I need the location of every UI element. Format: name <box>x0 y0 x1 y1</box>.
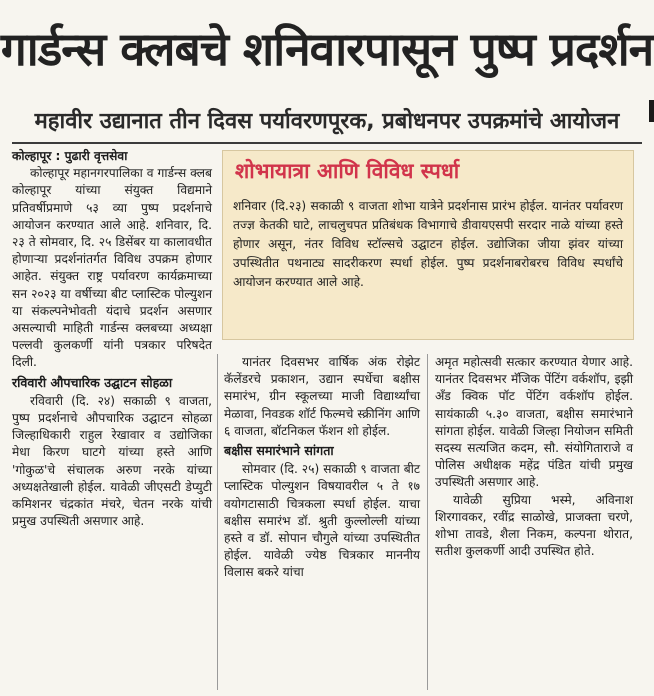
box-body: शनिवार (दि.२३) सकाळी ९ वाजता शोभा यात्रेने प्रदर्शनास प्रारंभ होईल. यानंतर पर्यावरण तज्ज्ञ केतकी घाटे, लाचलुचपत प्रतिबंधक विभागाचे डीवायएसपी सरदार नाळे यांच्या हस्ते होणार असून, नंतर विविध स्टॉल्सचे उद्घाटन होईल. उद्योजिका जीया झंवर यांच्या उपस्थितीत पथनाट्य सादरीकरण स्पर्धा होईल. पुष्प प्रदर्शनाबरोबरच विविध स्पर्धांचे आयोजन करण्यात आले आहे. <box>233 199 623 289</box>
col3-paragraph-2: यावेळी सुप्रिया भस्मे, अविनाश शिरगावकर, रवींद्र साळोखे, प्राजक्ता चरणे, शोभा तावडे, शैला निकम, कल्पना थोरात, सतीश कुलकर्णी आदी उपस्थित होते. <box>435 492 633 559</box>
column-separator <box>427 354 428 690</box>
dateline: कोल्हापूर : पुढारी वृत्तसेवा <box>12 149 128 163</box>
col3-paragraph-1: अमृत महोत्सवी सत्कार करण्यात येणार आहे. यानंतर दिवसभर मॅजिक पेंटिंग वर्कशॉप, इझी अँड क्विक पॉट पेंटिंग वर्कशॉप होईल. सायंकाळी ५.३० वाजता, बक्षीस समारंभाने सांगता होईल. यावेळी जिल्हा नियोजन समिती सदस्य सत्यजित कदम, सौ. संयोगिताराजे व पोलिस अधीक्षक महेंद्र पंडित यांची प्रमुख उपस्थिती असणार आहे. <box>435 355 633 490</box>
col1-subheading: रविवारी औपचारिक उद्घाटन सोहळा <box>12 374 173 390</box>
col1-paragraph-2: रविवारी (दि. २४) सकाळी ९ वाजता, पुष्प प्रदर्शनाचे औपचारिक उद्घाटन सोहळा जिल्हाधिकारी राहुल रेखावार व उद्योजिका मेधा किरण घाटगे यांच्या हस्ते आणि 'गोकुळ'चे संचालक अरुण नरके यांच्या अध्यक्षतेखाली होईल. यावेळी जीएसटी डेप्युटी कमिशनर चंद्रकांत मंचरे, चेतन नरके यांची प्रमुख उपस्थिती असणार आहे. <box>12 393 212 529</box>
box-title: शोभायात्रा आणि विविध स्पर्धा <box>235 159 460 183</box>
divider-rule <box>12 142 642 144</box>
col2-paragraph-2: सोमवार (दि. २५) सकाळी ९ वाजता बीट प्लास्टिक पोल्युशन विषयावरील ५ ते १७ वयोगटासाठी चित्रकला स्पर्धा होईल. याचा बक्षीस समारंभ डॉ. श्रुती कुल्लोल्ली यांच्या हस्ते व डॉ. सोपान चौगुले यांच्या उपस्थितीत होईल. यावेळी ज्येष्ठ चित्रकार माननीय विलास बकरे यांचा <box>224 462 420 580</box>
subheadline: महावीर उद्यानात तीन दिवस पर्यावरणपूरक, प्रबोधनपर उपक्रमांचे आयोजन <box>34 109 620 134</box>
highlight-box <box>222 150 634 340</box>
col1-paragraph-1: कोल्हापूर महानगरपालिका व गार्डन्स क्लब कोल्हापूर यांच्या संयुक्त विद्यमाने प्रतिवर्षीप्रमाणे ५३ व्या पुष्प प्रदर्शनाचे आयोजन करण्यात आले आहे. शनिवार, दि. २३ ते सोमवार, दि. २५ डिसेंबर या कालावधीत होणाऱ्या प्रदर्शनांतर्गत विविध उपक्रम होणार आहेत. संयुक्त राष्ट्र पर्यावरण कार्यक्रमाच्या सन २०२३ या वर्षीच्या बीट प्लास्टिक पोल्युशन या संकल्पनेभोवती यंदाचे प्रदर्शन असणार असल्याची माहिती गार्डन्स क्लबच्या अध्यक्षा पल्लवी कुलकर्णी यांनी पत्रकार परिषदेत दिली. <box>12 166 212 370</box>
column-separator <box>217 354 218 690</box>
col2-subheading: बक्षीस समारंभाने सांगता <box>224 443 334 459</box>
column-1 <box>12 148 212 530</box>
column-2 <box>224 354 420 582</box>
headline: गार्डन्स क्लबचे शनिवारपासून पुष्प प्रदर्शन <box>0 22 654 76</box>
col2-paragraph-1: यानंतर दिवसभर वार्षिक अंक रोझेट कॅलेंडरचे प्रकाशन, उद्यान स्पर्धेचा बक्षीस समारंभ, ग्रीन स्कूलच्या माजी विद्यार्थ्यांचा मेळावा, निवडक शॉर्ट फिल्मचे स्क्रीनिंग आणि ६ वाजता, बॉटनिकल फॅशन शो होईल. <box>224 355 420 438</box>
column-3 <box>435 354 633 560</box>
